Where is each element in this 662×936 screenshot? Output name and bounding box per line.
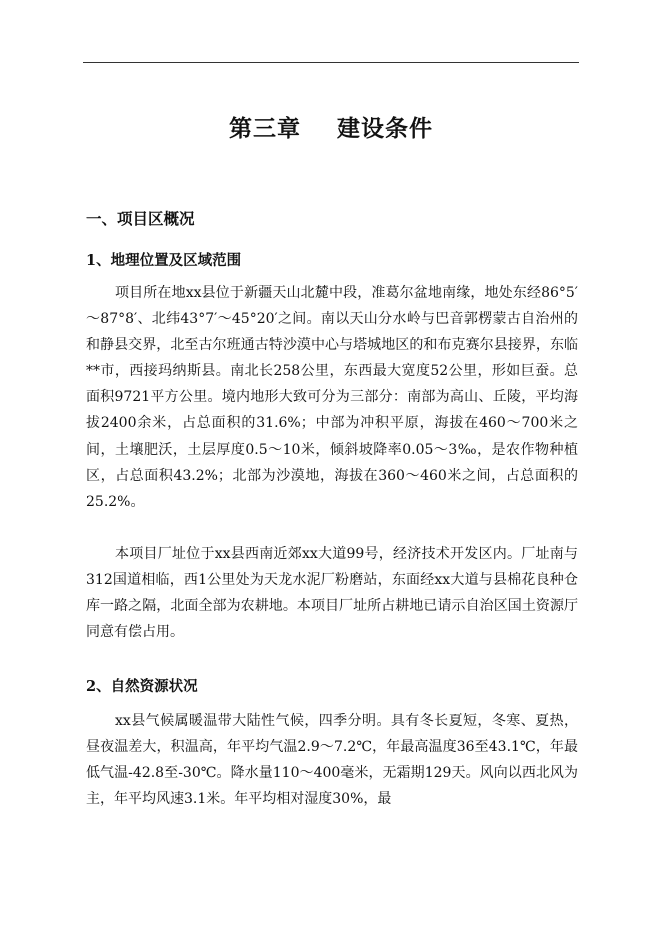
paragraph-location: 项目所在地xx县位于新疆天山北麓中段，准葛尔盆地南缘，地处东经86°5′～87°8′、北纬43°7′～45°20′之间。南以天山分水岭与巴音郭楞蒙古自治州的和静县交界，北至古尔班通古特沙漠中心与塔城地区的和布克赛尔县接界，东临**市，西接玛纳斯县。南北长258公里，东西最大宽度52公里，形如巨蚕。总面积9721平方公里。境内地形大致可分为三部分：南部为高山、丘陵，平均海拔2400余米，占总面积的31.6%；中部为冲积平原，海拔在460～700米之间，土壤肥沃，土层厚度0.5～10米，倾斜坡降率0.05～3‰，是农作物种植区，占总面积43.2%；北部为沙漠地，海拔在360～460米之间，占总面积的25.2%。 [86, 285, 578, 510]
header-rule [83, 62, 579, 63]
subsection-heading-location: 1、地理位置及区域范围 [86, 252, 242, 269]
paragraph-climate: xx县气候属暖温带大陆性气候，四季分明。具有冬长夏短，冬寒、夏热，昼夜温差大，积温高，年平均气温2.9～7.2℃，年最高温度36至43.1℃，年最低气温-42.8至-30℃。降水量110～400毫米，无霜期129天。风向以西北风为主，年平均风速3.1米。年平均相对湿度30%，最 [86, 713, 578, 808]
section-heading-project-overview: 一、项目区概况 [86, 209, 195, 228]
chapter-title: 第三章 建设条件 [228, 115, 434, 142]
subsection-heading-natural-resources: 2、自然资源状况 [86, 678, 198, 695]
paragraph-site: 本项目厂址位于xx县西南近郊xx大道99号，经济技术开发区内。厂址南与312国道相临，西1公里处为天龙水泥厂粉磨站，东面经xx大道与县棉花良种仓库一路之隔，北面全部为农耕地。本项目厂址所占耕地已请示自治区国土资源厅同意有偿占用。 [86, 546, 578, 641]
